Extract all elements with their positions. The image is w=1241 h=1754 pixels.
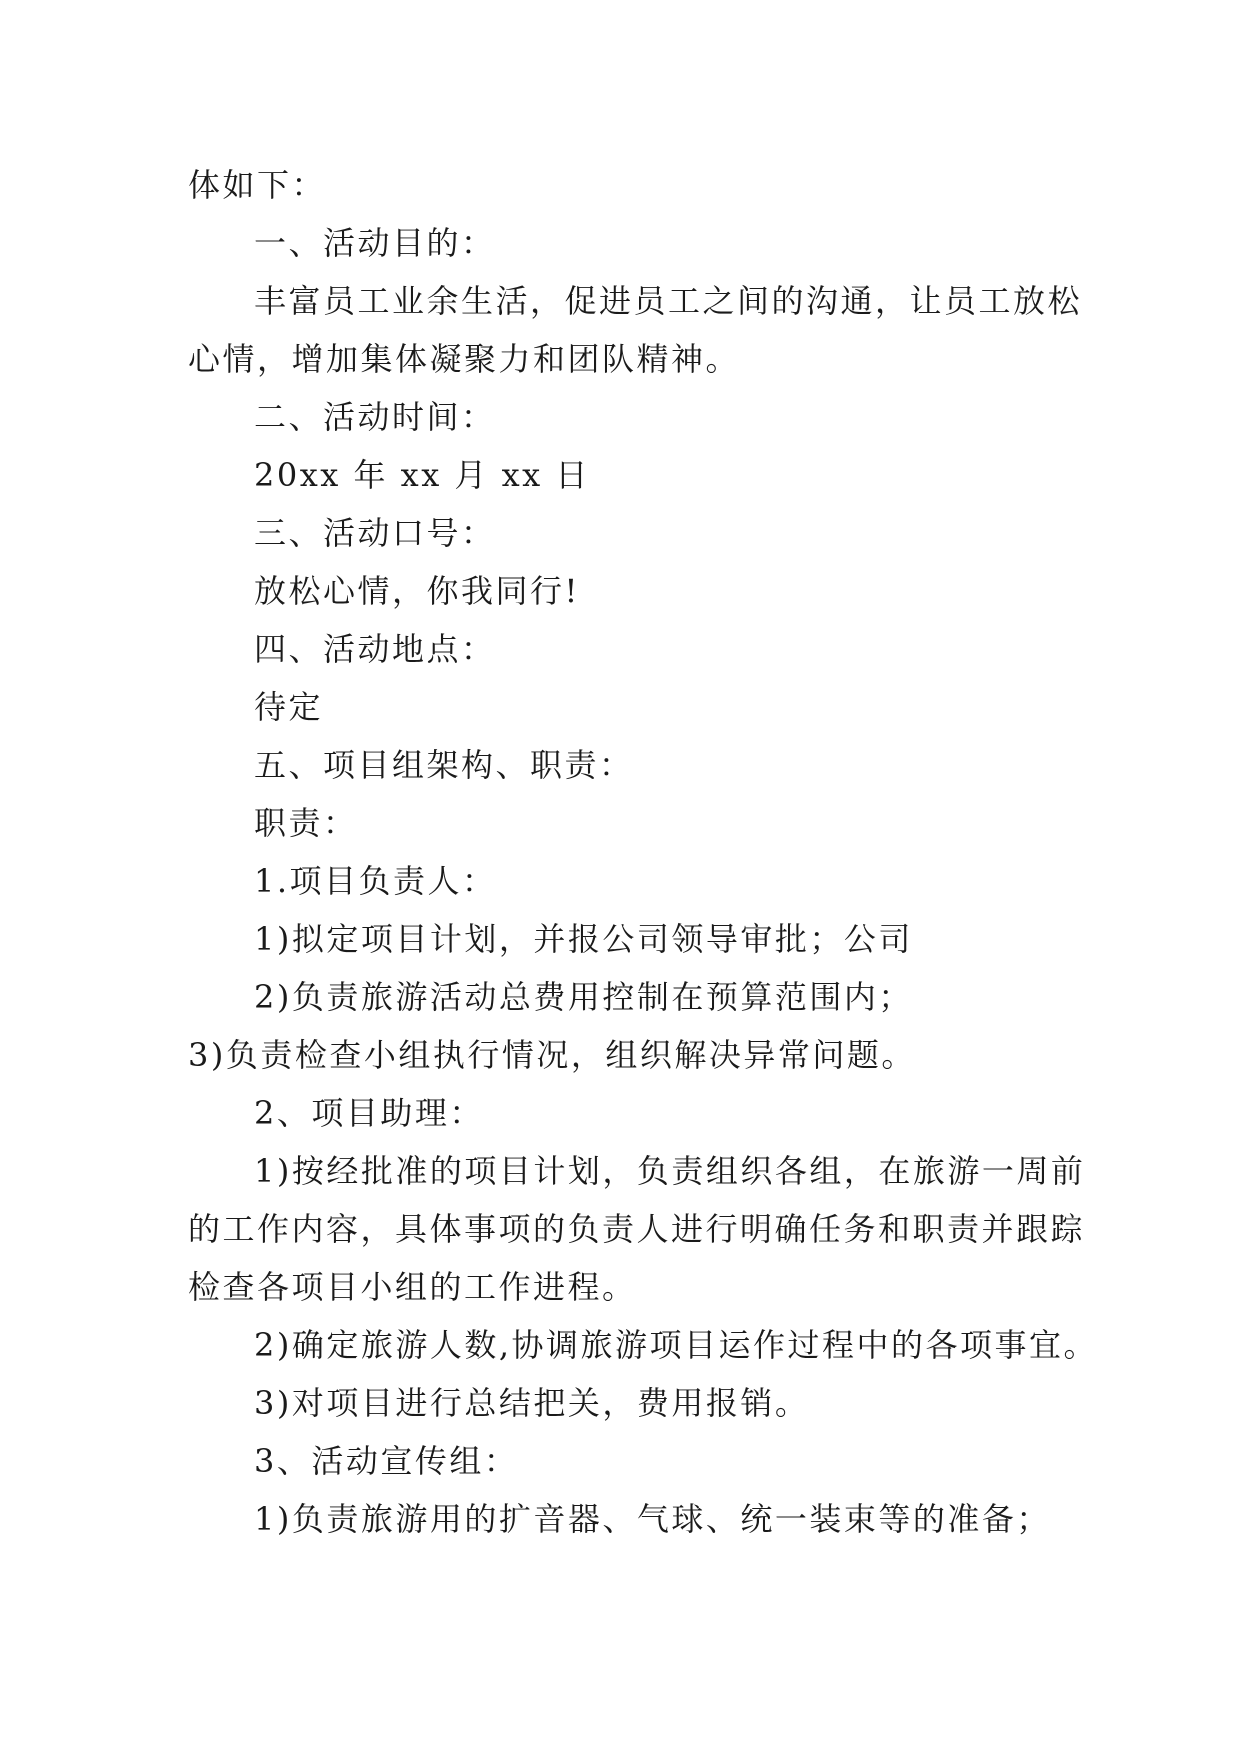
list-item: 1)按经批准的项目计划，负责组织各组，在旅游一周前 [254,1152,1086,1190]
text-line: 待定 [254,688,324,726]
section-heading: 三、活动口号： [254,514,496,552]
list-item: 1)拟定项目计划，并报公司领导审批；公司 [254,920,913,958]
subsection-heading: 3、活动宣传组： [254,1442,519,1480]
text-line: 体如下： [188,166,327,204]
text-line: 丰富员工业余生活，促进员工之间的沟通，让员工放松 [254,282,1083,320]
text-line: 放松心情，你我同行! [254,572,580,610]
list-item: 3)负责检查小组执行情况，组织解决异常问题。 [188,1036,916,1074]
section-heading: 二、活动时间： [254,398,496,436]
text-line: 检查各项目小组的工作进程。 [188,1268,637,1306]
section-heading: 一、活动目的： [254,224,496,262]
text-line: 职责： [254,804,358,842]
list-item: 2)确定旅游人数,协调旅游项目运作过程中的各项事宜。 [254,1326,1099,1364]
text-line: 心情，增加集体凝聚力和团队精神。 [188,340,741,378]
list-item: 2)负责旅游活动总费用控制在预算范围内； [254,978,913,1016]
section-heading: 四、活动地点： [254,630,496,668]
subsection-heading: 2、项目助理： [254,1094,484,1132]
text-line: 20xx 年 xx 月 xx 日 [254,456,590,494]
list-item: 3)对项目进行总结把关，费用报销。 [254,1384,810,1422]
subsection-heading: 1.项目负责人： [254,862,497,900]
list-item: 1)负责旅游用的扩音器、气球、统一装束等的准备； [254,1500,1051,1538]
section-heading: 五、项目组架构、职责： [254,746,634,784]
text-line: 的工作内容，具体事项的负责人进行明确任务和职责并跟踪 [188,1210,1086,1248]
